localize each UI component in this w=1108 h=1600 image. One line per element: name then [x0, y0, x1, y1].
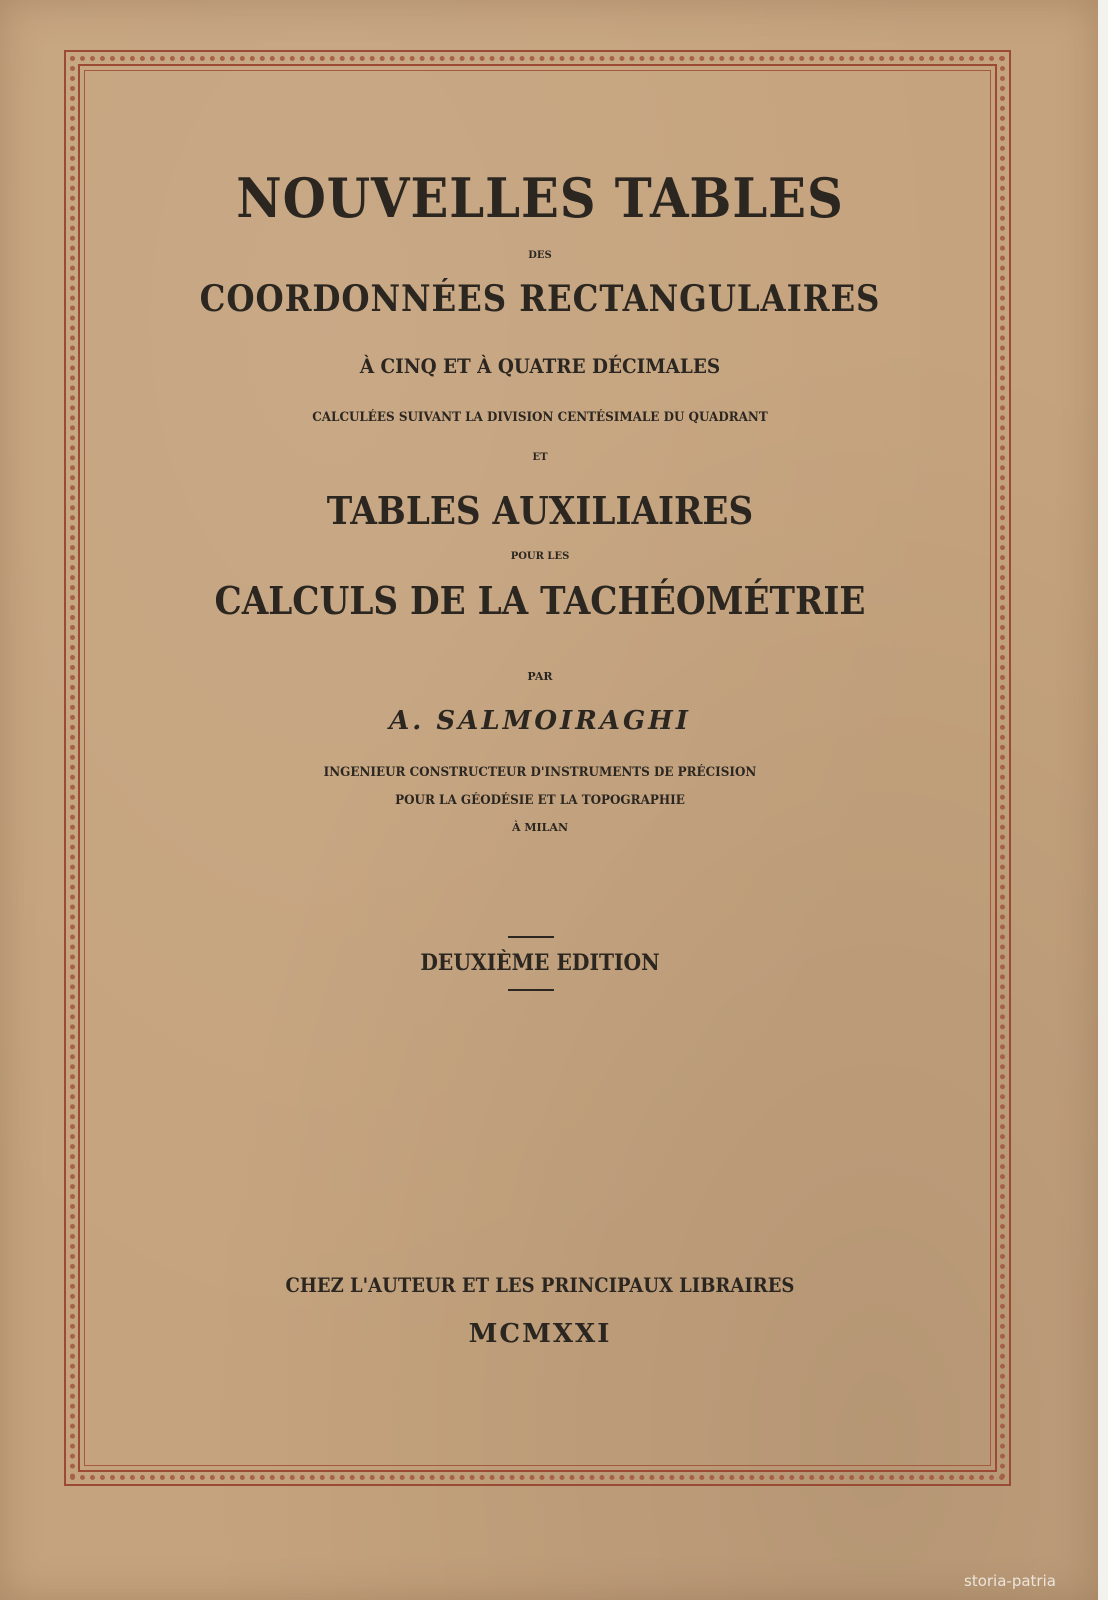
cover-title: NOUVELLES TABLES — [236, 166, 844, 230]
cover-author-line-2: POUR LA GÉODÉSIE ET LA TOPOGRAPHIE — [395, 793, 685, 808]
cover-subtitle: COORDONNÉES RECTANGULAIRES — [199, 278, 881, 320]
cover-tacheometrie: CALCULS DE LA TACHÉOMÉTRIE — [214, 578, 866, 623]
edition-rule-top — [508, 936, 554, 938]
cover-edition: DEUXIÈME EDITION — [420, 950, 660, 976]
cover-calc-line: CALCULÉES SUIVANT LA DIVISION CENTÉSIMALE DU QUADRANT — [312, 410, 768, 425]
cover-pour-les: POUR LES — [510, 551, 570, 562]
cover-decimals: À CINQ ET À QUATRE DÉCIMALES — [359, 354, 721, 378]
cover-tables-auxiliaires: TABLES AUXILIAIRES — [326, 488, 754, 533]
cover-author: A. SALMOIRAGHI — [389, 706, 691, 736]
cover-publisher: CHEZ L'AUTEUR ET LES PRINCIPAUX LIBRAIRES — [285, 1273, 795, 1297]
cover-par: PAR — [527, 670, 553, 683]
cover-author-line-3: À MILAN — [511, 821, 568, 834]
cover-et: ET — [532, 452, 548, 463]
watermark: storia-patria — [964, 1572, 1056, 1590]
cover-year: MCMXXI — [468, 1319, 612, 1349]
cover-des: DES — [528, 250, 552, 261]
edition-rule-bottom — [508, 989, 554, 991]
cover-author-line-1: INGENIEUR CONSTRUCTEUR D'INSTRUMENTS DE PRÉCISION — [323, 765, 757, 780]
